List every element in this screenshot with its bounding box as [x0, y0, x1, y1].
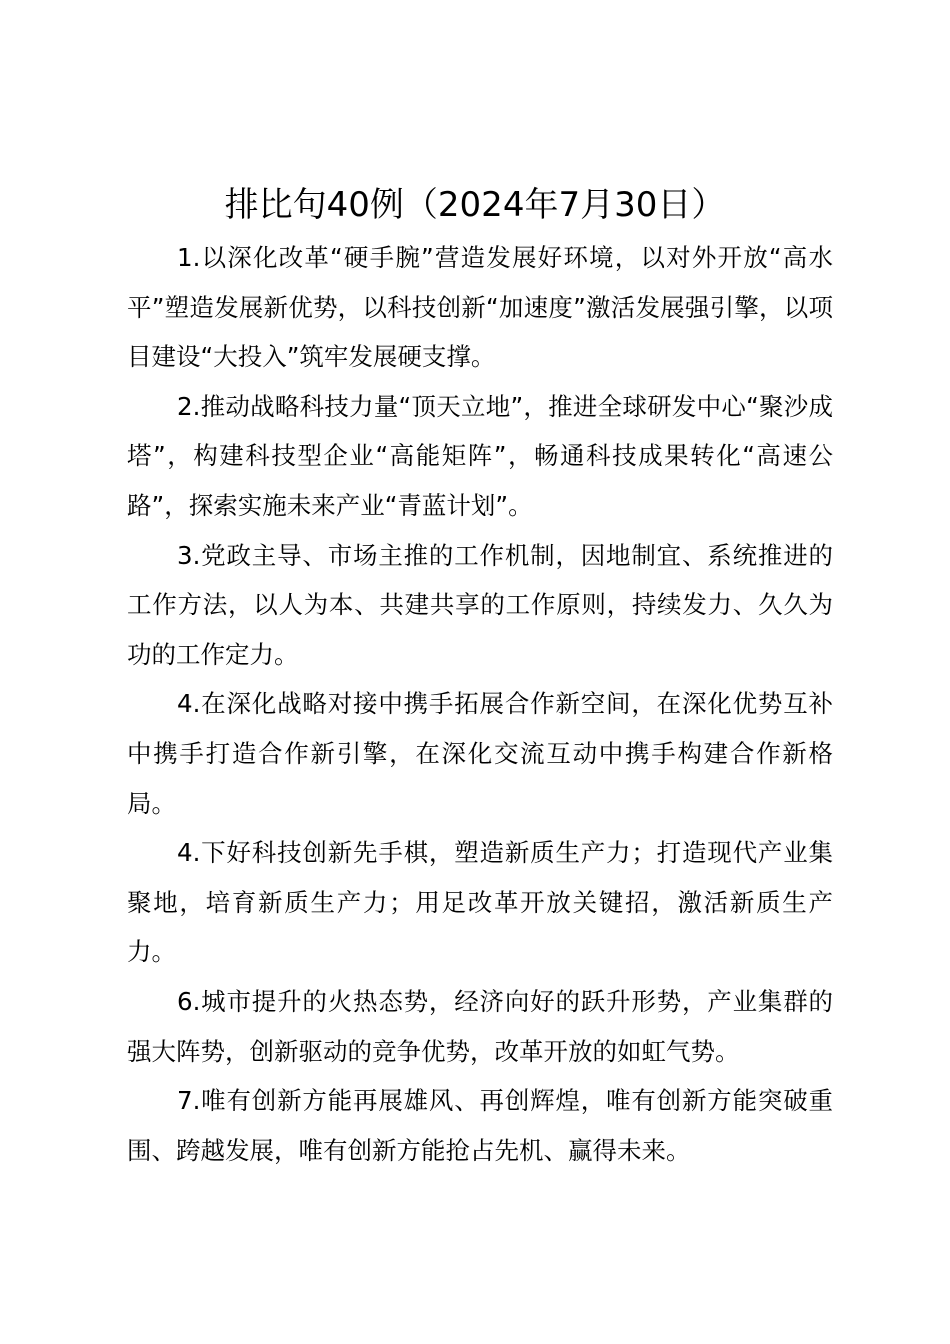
paragraph-7: 7.唯有创新方能再展雄风、再创辉煌，唯有创新方能突破重围、跨越发展，唯有创新方能抢占先机、赢得未来。 — [127, 1086, 833, 1165]
paragraph-5: 4.下好科技创新先手棋，塑造新质生产力；打造现代产业集聚地，培育新质生产力；用足改革开放关键招，激活新质生产力。 — [127, 838, 833, 967]
paragraph-6: 6.城市提升的火热态势，经济向好的跃升形势，产业集群的强大阵势，创新驱动的竞争优势，改革开放的如虹气势。 — [127, 986, 833, 1066]
document-body — [127, 233, 833, 1175]
paragraph-3: 3.党政主导、市场主推的工作机制，因地制宜、系统推进的工作方法，以人为本、共建共享的工作原则，持续发力、久久为功的工作定力。 — [127, 540, 833, 669]
paragraph-2: 2.推动战略科技力量“顶天立地”，推进全球研发中心“聚沙成塔”，构建科技型企业“高能矩阵”，畅通科技成果转化“高速公路”，探索实施未来产业“青蓝计划”。 — [127, 391, 833, 520]
paragraph-1: 1.以深化改革“硬手腕”营造发展好环境，以对外开放“高水平”塑造发展新优势，以科技创新“加速度”激活发展强引擎，以项目建设“大投入”筑牢发展硬支撑。 — [127, 243, 833, 372]
document-title: 排比句40例（2024年7月30日） — [224, 185, 726, 225]
paragraph-4: 4.在深化战略对接中携手拓展合作新空间，在深化优势互补中携手打造合作新引擎，在深化交流互动中携手构建合作新格局。 — [127, 689, 833, 818]
